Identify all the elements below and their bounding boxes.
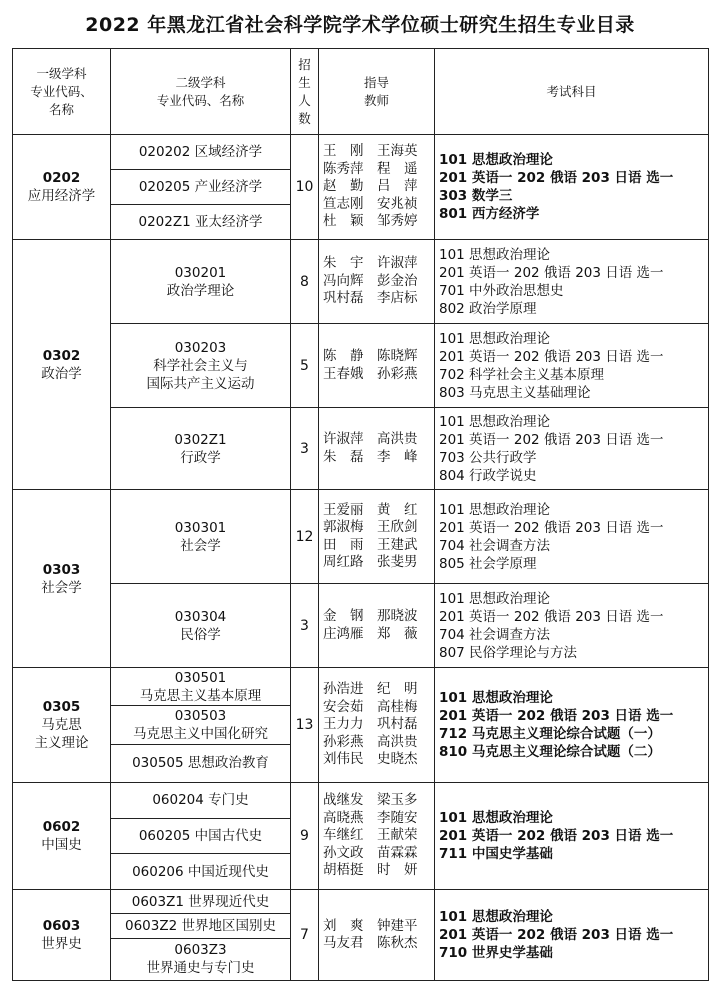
cell-text: 人	[298, 92, 311, 108]
cell-text: 刘伟民 史晓杰	[323, 751, 418, 768]
cell-text: 安会茹 高桂梅	[323, 698, 418, 715]
cell-text: 行政学	[180, 449, 221, 466]
table-row	[13, 240, 709, 324]
major-item: 060205 中国古代史	[111, 819, 290, 855]
cell-text: 王 刚 王海英	[323, 143, 418, 160]
major-cell	[111, 324, 291, 408]
discipline-cell	[13, 490, 111, 668]
cell-text: 101 思想政治理论	[439, 246, 551, 263]
table-row	[13, 584, 709, 668]
cell-text: 朱 磊 李 峰	[323, 448, 418, 465]
cell-text: 应用经济学	[27, 188, 96, 204]
cell-text: 一级学科	[36, 65, 87, 81]
quota-cell: 8	[291, 240, 319, 324]
cell-text: 101 思想政治理论	[439, 501, 551, 518]
header-supervisors	[319, 49, 435, 135]
cell-text: 030201	[174, 264, 227, 281]
cell-text: 201 英语一 202 俄语 203 日语 选一	[439, 927, 674, 943]
cell-text: 科学社会主义与	[153, 357, 248, 374]
cell-text: 712 马克思主义理论综合试题（一）	[439, 726, 661, 742]
supervisors-cell	[319, 890, 435, 981]
discipline-cell	[13, 240, 111, 490]
cell-text: 0302Z1	[174, 431, 227, 448]
cell-text: 702 科学社会主义基本原理	[439, 366, 605, 383]
cell-text: 201 英语一 202 俄语 203 日语 选一	[439, 608, 664, 625]
cell-text: 030304	[174, 608, 227, 625]
cell-text: 二级学科	[175, 74, 226, 90]
major-item: 020205 产业经济学	[111, 170, 290, 205]
major-cell	[111, 240, 291, 324]
cell-text: 0602	[42, 819, 81, 835]
quota-cell: 10	[291, 135, 319, 240]
cell-text: 802 政治学原理	[439, 300, 537, 317]
supervisors-cell	[319, 783, 435, 890]
header-quota	[291, 49, 319, 135]
cell-text: 郭淑梅 王欣剑	[323, 519, 418, 535]
cell-text: 朱 宇 许淑萍	[323, 255, 418, 272]
cell-text: 世界通史与专门史	[146, 960, 255, 977]
cell-text: 101 思想政治理论	[439, 909, 553, 925]
catalog-table	[12, 48, 709, 981]
cell-text: 0202	[42, 170, 81, 186]
supervisors-cell	[319, 408, 435, 490]
cell-text: 马克思	[41, 717, 82, 733]
cell-text: 807 民俗学理论与方法	[439, 644, 578, 661]
exam-subjects-cell	[435, 490, 709, 584]
major-item: 0603Z1 世界现近代史	[111, 890, 290, 914]
cell-text: 田 雨 王建武	[323, 536, 418, 553]
cell-text: 701 中外政治思想史	[439, 282, 564, 299]
cell-text: 王力力 巩村磊	[323, 716, 418, 733]
supervisors-cell	[319, 668, 435, 783]
cell-text: 陈 静 陈晓辉	[323, 348, 418, 364]
cell-text: 社会学	[41, 579, 82, 596]
major-item: 0202Z1 亚太经济学	[138, 214, 263, 230]
major-cell	[111, 783, 291, 890]
major-cell	[111, 408, 291, 490]
exam-subjects-cell	[435, 408, 709, 490]
cell-text: 030203	[174, 339, 227, 356]
cell-text	[147, 941, 255, 977]
table-row	[13, 135, 709, 240]
page-title: 2022 年黑龙江省社会科学院学术学位硕士研究生招生专业目录	[85, 14, 635, 36]
cell-text: 世界史	[41, 936, 82, 952]
major-item	[111, 668, 290, 706]
cell-text: 赵 勤 吕 萍	[323, 178, 418, 195]
discipline-cell	[13, 135, 111, 240]
cell-text: 高晓燕 李随安	[323, 809, 418, 826]
cell-text: 804 行政学说史	[439, 467, 537, 484]
major-cell	[111, 890, 291, 981]
cell-text: 主义理论	[34, 735, 89, 751]
discipline-cell	[13, 890, 111, 981]
cell-text: 数	[298, 110, 311, 126]
cell-text: 孙文政 苗霖霖	[323, 844, 418, 861]
exam-subjects-cell	[435, 783, 709, 890]
major-item: 0603Z2 世界地区国别史	[111, 914, 290, 938]
cell-text: 冯向辉 彭金治	[323, 272, 418, 289]
cell-text: 711 中国史学基础	[439, 846, 553, 862]
quota-cell: 9	[291, 783, 319, 890]
cell-text: 马克思主义基本原理	[139, 687, 262, 704]
major-cell	[111, 584, 291, 668]
cell-text: 孙浩进 纪 明	[323, 681, 418, 698]
cell-text: 201 英语一 202 俄语 203 日语 选一	[439, 264, 664, 281]
cell-text: 805 社会学原理	[439, 555, 537, 572]
exam-subjects-cell	[435, 584, 709, 668]
table-row	[13, 783, 709, 890]
discipline-cell	[13, 783, 111, 890]
quota-cell: 12	[291, 490, 319, 584]
table-row	[13, 668, 709, 783]
major-cell	[111, 668, 291, 783]
exam-subjects-cell	[435, 890, 709, 981]
cell-text: 中国史	[41, 837, 82, 853]
cell-text: 303 数学三	[439, 188, 513, 204]
cell-text: 政治学	[41, 365, 82, 382]
supervisors-cell	[319, 584, 435, 668]
cell-text: 招	[298, 56, 311, 72]
cell-text: 810 马克思主义理论综合试题（二）	[439, 744, 661, 760]
major-item: 020202 区域经济学	[111, 135, 290, 170]
header-major	[111, 49, 291, 135]
cell-text: 杜 颖 邹秀婷	[323, 213, 418, 230]
cell-text: 王春娥 孙彩燕	[323, 365, 418, 382]
quota-cell: 5	[291, 324, 319, 408]
header-exam-subjects: 考试科目	[435, 49, 709, 135]
cell-text: 801 西方经济学	[439, 206, 540, 222]
cell-text: 101 思想政治理论	[439, 413, 551, 430]
table-row	[13, 324, 709, 408]
supervisors-cell	[319, 240, 435, 324]
cell-text	[140, 669, 262, 705]
cell-text: 王爱丽 黄 红	[323, 501, 418, 518]
cell-text: 陈秀萍 程 遥	[323, 160, 418, 177]
exam-subjects-cell	[435, 135, 709, 240]
major-item	[111, 706, 290, 744]
cell-text: 030501	[174, 669, 227, 686]
cell-text: 名称	[48, 101, 74, 117]
supervisors-cell	[319, 135, 435, 240]
cell-text: 0303	[42, 561, 81, 578]
table-row	[13, 890, 709, 981]
cell-text: 201 英语一 202 俄语 203 日语 选一	[439, 828, 674, 844]
cell-text: 101 思想政治理论	[439, 590, 551, 607]
cell-text: 国际共产主义运动	[146, 375, 255, 392]
cell-text: 704 社会调查方法	[439, 537, 551, 554]
quota-cell: 13	[291, 668, 319, 783]
cell-text: 201 英语一 202 俄语 203 日语 选一	[439, 170, 674, 186]
cell-text: 胡梧挺 时 妍	[323, 862, 418, 879]
quota-cell: 3	[291, 408, 319, 490]
cell-text: 马友君 陈秋杰	[323, 935, 418, 951]
cell-text: 101 思想政治理论	[439, 330, 551, 347]
table-row	[13, 408, 709, 490]
cell-text: 民俗学	[180, 626, 221, 643]
supervisors-cell	[319, 490, 435, 584]
cell-text: 0305	[42, 699, 81, 715]
cell-text: 803 马克思主义基础理论	[439, 384, 591, 401]
cell-text: 周红路 张斐男	[323, 554, 418, 570]
cell-text: 030505 思想政治教育	[132, 755, 269, 772]
cell-text: 710 世界史学基础	[439, 945, 553, 961]
major-item: 060206 中国近现代史	[132, 863, 269, 880]
cell-text: 专业代码、	[30, 83, 93, 99]
cell-text: 战继发 梁玉多	[323, 792, 418, 809]
cell-text: 201 英语一 202 俄语 203 日语 选一	[439, 708, 674, 724]
cell-text	[133, 707, 268, 743]
cell-text: 教师	[363, 92, 389, 108]
major-item	[111, 939, 290, 980]
cell-text: 201 英语一 202 俄语 203 日语 选一	[439, 348, 664, 365]
table-row	[13, 490, 709, 584]
cell-text: 车继红 王献荣	[323, 827, 418, 844]
cell-text: 庄鸿雁 郑 薇	[323, 625, 418, 642]
cell-text: 孙彩燕 高洪贵	[323, 733, 418, 750]
discipline-cell	[13, 668, 111, 783]
quota-cell: 7	[291, 890, 319, 981]
cell-text: 许淑萍 高洪贵	[323, 431, 418, 447]
cell-text: 101 思想政治理论	[439, 810, 553, 826]
major-item	[111, 745, 290, 782]
cell-text: 030301	[174, 519, 227, 536]
cell-text: 社会学	[180, 537, 221, 554]
cell-text: 0302	[42, 347, 81, 364]
cell-text: 刘 爽 钟建平	[323, 917, 418, 934]
cell-text: 专业代码、名称	[156, 92, 245, 108]
cell-text	[132, 754, 269, 772]
cell-text: 201 英语一 202 俄语 203 日语 选一	[439, 431, 664, 448]
cell-text: 巩村磊 李店标	[323, 290, 418, 307]
supervisors-cell	[319, 324, 435, 408]
exam-subjects-cell	[435, 668, 709, 783]
cell-text: 101 思想政治理论	[439, 690, 553, 706]
major-cell	[111, 135, 291, 240]
major-item: 060204 专门史	[111, 783, 290, 819]
cell-text: 0603Z3	[174, 942, 227, 959]
cell-text: 生	[298, 74, 311, 90]
cell-text: 政治学理论	[166, 282, 235, 299]
cell-text: 0603	[42, 918, 81, 934]
exam-subjects-cell	[435, 240, 709, 324]
cell-text: 703 公共行政学	[439, 449, 537, 466]
cell-text: 指导	[363, 74, 389, 90]
cell-text: 201 英语一 202 俄语 203 日语 选一	[439, 519, 664, 536]
header-discipline	[13, 49, 111, 135]
quota-cell: 3	[291, 584, 319, 668]
cell-text: 030503	[174, 707, 227, 724]
cell-text: 704 社会调查方法	[439, 626, 551, 643]
cell-text: 笪志刚 安兆祯	[323, 195, 418, 212]
cell-text: 101 思想政治理论	[439, 152, 553, 168]
header-row	[13, 49, 709, 135]
exam-subjects-cell	[435, 324, 709, 408]
cell-text: 金 钢 那晓波	[323, 608, 418, 624]
cell-text: 马克思主义中国化研究	[133, 725, 268, 742]
major-cell	[111, 490, 291, 584]
